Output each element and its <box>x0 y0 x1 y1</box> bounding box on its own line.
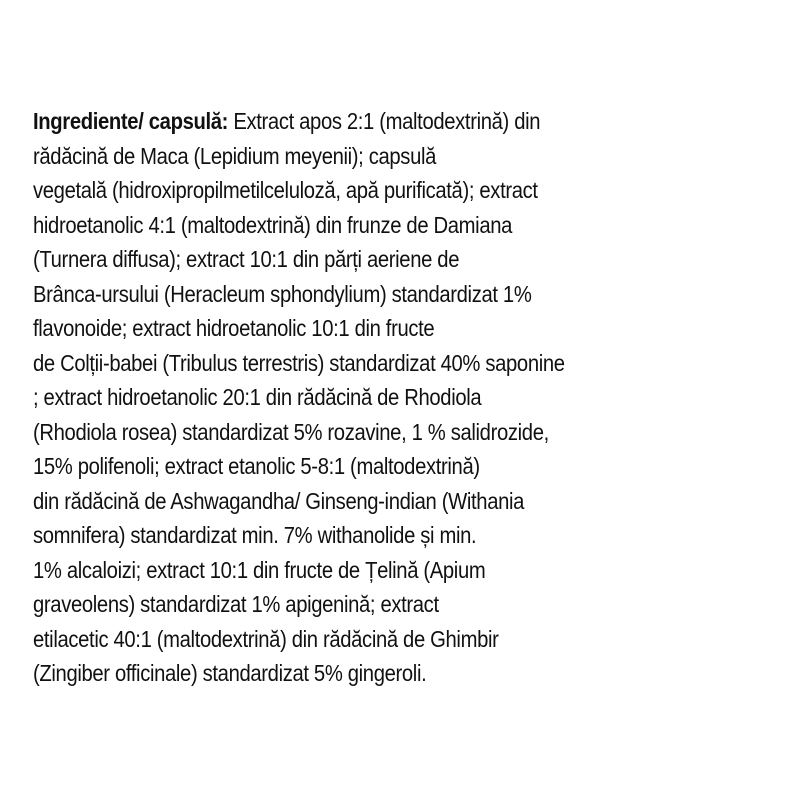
ingredients-line: (Turnera diffusa); extract 10:1 din părți aeriene de <box>33 246 460 272</box>
ingredients-line: rădăcină de Maca (Lepidium meyenii); capsulă <box>33 142 437 169</box>
ingredients-line: somnifera) standardizat min. 7% withanolide și min. <box>33 522 477 548</box>
ingredients-line: hidroetanolic 4:1 (maltodextrină) din frunze de Damiana <box>33 211 513 238</box>
ingredients-text-block <box>33 104 783 691</box>
ingredients-heading: Ingrediente/ capsulă: <box>33 108 229 134</box>
ingredients-line-text: Extract apos 2:1 (maltodextrină) din <box>228 108 541 134</box>
ingredients-line: 15% polifenoli; extract etanolic 5-8:1 (maltodextrină) <box>33 453 480 479</box>
ingredients-line: graveolens) standardizat 1% apigenină; extract <box>33 591 439 617</box>
ingredients-line <box>33 104 693 139</box>
ingredients-line: etilacetic 40:1 (maltodextrină) din rădăcină de Ghimbir <box>33 625 499 652</box>
ingredients-line: Brânca-ursului (Heracleum sphondylium) standardizat 1% <box>33 280 532 307</box>
ingredients-line: flavonoide; extract hidroetanolic 10:1 din fructe <box>33 315 435 341</box>
ingredients-line: ; extract hidroetanolic 20:1 din rădăcină de Rhodiola <box>33 384 482 410</box>
ingredients-line: din rădăcină de Ashwagandha/ Ginseng-indian (Withania <box>33 487 525 514</box>
ingredients-line: 1% alcaloizi; extract 10:1 din fructe de Țelină (Apium <box>33 556 486 583</box>
ingredients-line: vegetală (hidroxipropilmetilceluloză, apă purificată); extract <box>33 177 538 203</box>
ingredients-line: (Zingiber officinale) standardizat 5% gingeroli. <box>33 660 427 686</box>
ingredients-line: (Rhodiola rosea) standardizat 5% rozavine, 1 % salidrozide, <box>33 418 549 445</box>
ingredients-line: de Colții-babei (Tribulus terrestris) standardizat 40% saponine <box>33 349 565 376</box>
